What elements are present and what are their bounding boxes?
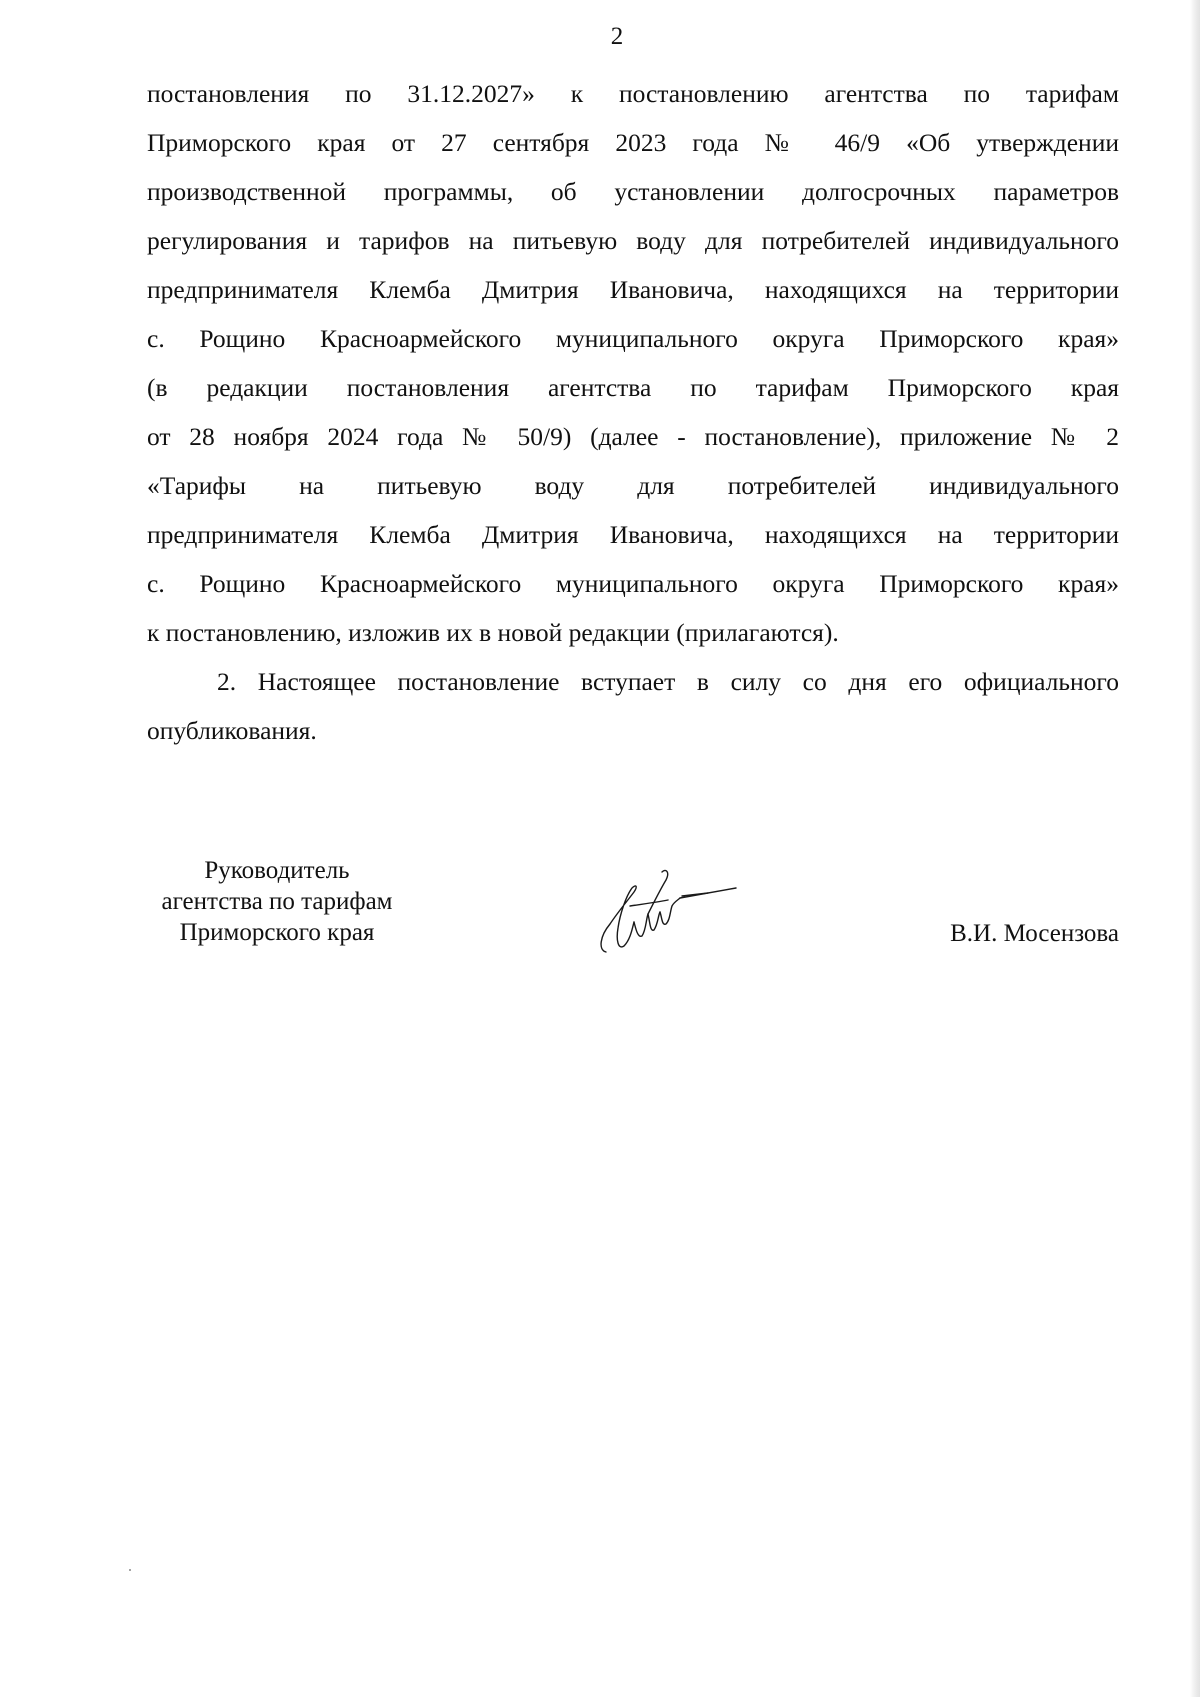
signer-title-line: Руководитель <box>204 857 350 884</box>
body-line: (в редакции постановления агентства по тарифам Приморского края <box>147 373 1119 402</box>
signer-name: В.И. Мосензова <box>950 920 1119 947</box>
handwritten-signature <box>596 866 746 958</box>
body-line: к постановлению, изложив их в новой редакции (прилагаются). <box>147 618 839 647</box>
body-line: с. Рощино Красноармейского муниципального округа Приморского края» <box>147 324 1119 353</box>
body-line: от 28 ноября 2024 года № 50/9) (далее - постановление), приложение № 2 <box>147 422 1119 451</box>
body-line: предпринимателя Клемба Дмитрия Ивановича, находящихся на территории <box>147 275 1119 304</box>
scan-speck <box>129 1569 131 1571</box>
body-line: производственной программы, об установлении долгосрочных параметров <box>147 177 1119 206</box>
signer-title <box>147 855 407 948</box>
body-line: «Тарифы на питьевую воду для потребителей индивидуального <box>147 471 1119 500</box>
body-line: с. Рощино Красноармейского муниципального округа Приморского края» <box>147 569 1119 598</box>
scan-edge <box>1190 0 1200 1697</box>
signer-title-line: Приморского края <box>179 919 375 946</box>
body-line: Приморского края от 27 сентября 2023 года № 46/9 «Об утверждении <box>147 128 1119 157</box>
body-line: регулирования и тарифов на питьевую воду для потребителей индивидуального <box>147 226 1119 255</box>
body-line: предпринимателя Клемба Дмитрия Ивановича, находящихся на территории <box>147 520 1119 549</box>
page-number: 2 <box>610 23 624 50</box>
body-line: постановления по 31.12.2027» к постановлению агентства по тарифам <box>147 79 1119 108</box>
body-line: опубликования. <box>147 716 317 745</box>
signer-title-line: агентства по тарифам <box>161 888 393 915</box>
body-line: 2. Настоящее постановление вступает в силу со дня его официального <box>217 667 1119 696</box>
body-text <box>147 69 1119 755</box>
